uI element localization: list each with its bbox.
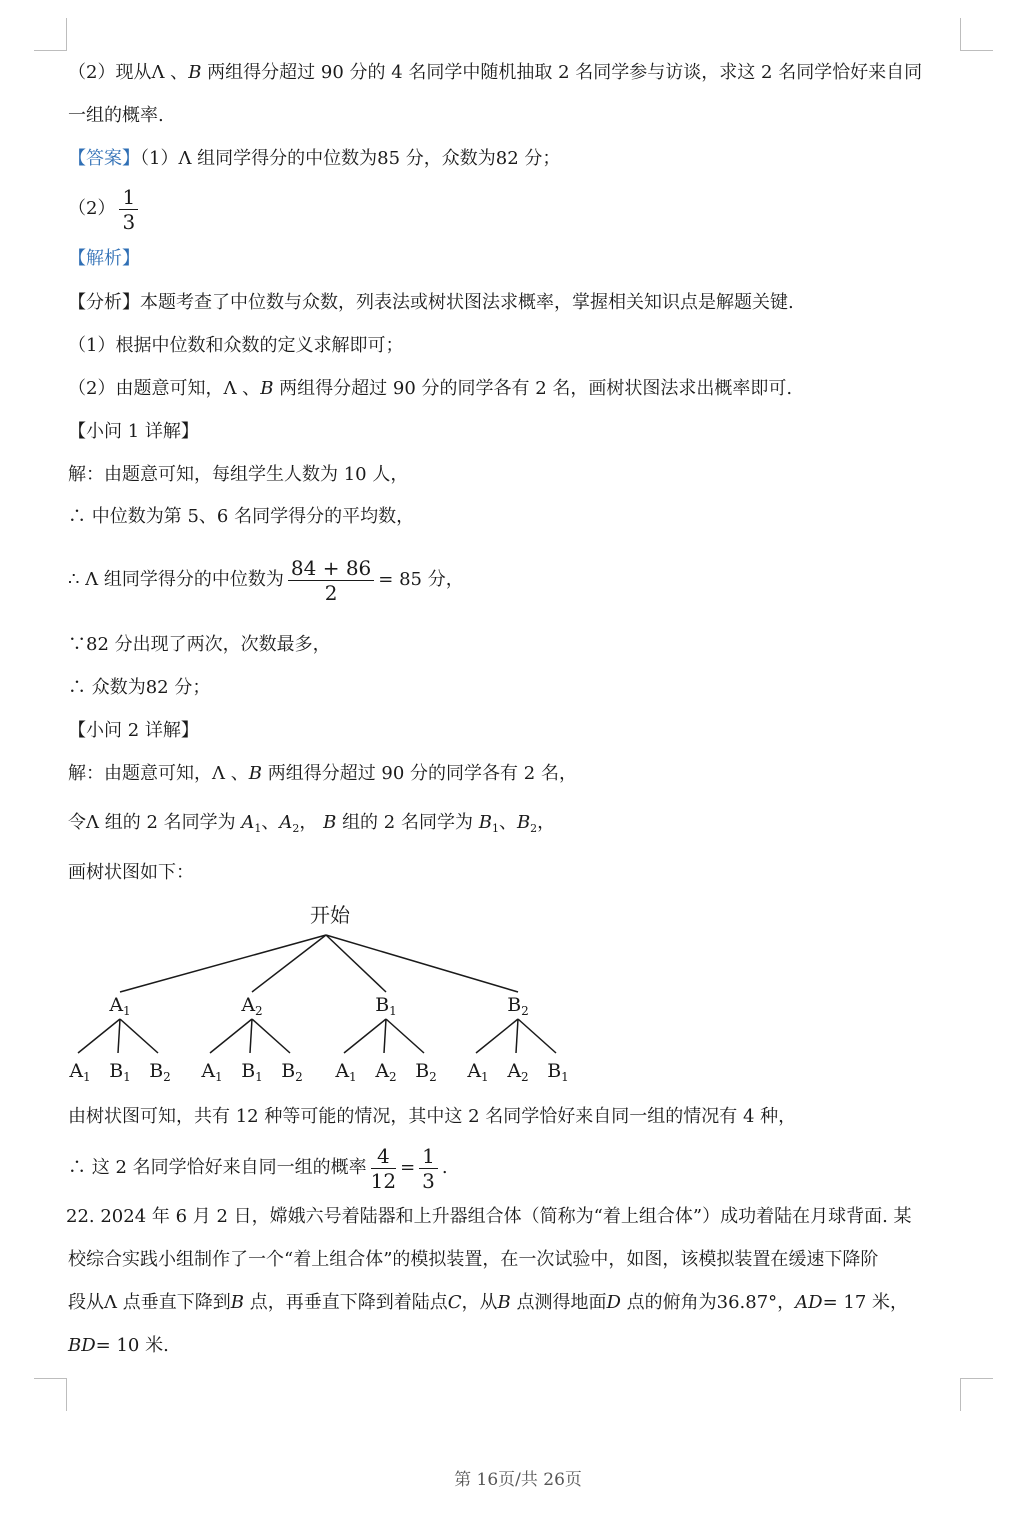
tree-leaf-node: $B_1$ bbox=[241, 1060, 263, 1084]
part-2-step-5: ∴ 这 2 名同学恰好来自同一组的概率 $\frac{4}{12}$ = $\frac{1}{3}$ . bbox=[68, 1143, 448, 1193]
question-22-line-1: 22. 2024 年 6 月 2 日，嫦娥六号着陆器和上升器组合体（简称为“着上组合体”）成功着陆在月球背面. 某 bbox=[66, 1206, 912, 1227]
tree-leaf-node: $B_1$ bbox=[109, 1060, 131, 1084]
probability-fraction-left: $\frac{4}{12}$ bbox=[370, 1143, 397, 1193]
tree-leaf-node: $A_1$ bbox=[201, 1060, 223, 1084]
tree-leaf-node: $B_2$ bbox=[149, 1060, 171, 1084]
part-2-step-2: 令Λ 组的 2 名同学为 $A_1$、$A_2$， B 组的 2 名同学为 $B_1$、$B_2$， bbox=[68, 812, 556, 835]
probability-fraction-right: $\frac{1}{3}$ bbox=[419, 1144, 438, 1193]
question-2-line-1: （2）现从Λ 、B 两组得分超过 90 分的 4 名同学中随机抽取 2 名同学参与访谈，求这 2 名同学恰好来自同 bbox=[68, 62, 923, 83]
part-2-header: 【小问 2 详解】 bbox=[68, 720, 199, 741]
question-22-line-3: 段从Λ 点垂直下降到B 点，再垂直下降到着陆点C，从B 点测得地面D 点的俯角为36.87°，AD= 17 米， bbox=[68, 1292, 909, 1313]
part-2-step-3: 画树状图如下： bbox=[68, 862, 194, 883]
tree-leaf-node: $A_1$ bbox=[335, 1060, 357, 1084]
tree-leaf-node: $A_2$ bbox=[507, 1060, 529, 1084]
corner-mark-top-right bbox=[960, 18, 993, 51]
part-1-step-2: ∴ 中位数为第 5、6 名同学得分的平均数， bbox=[68, 506, 415, 527]
probability-tree-diagram bbox=[60, 895, 580, 1095]
tree-level1-node: $B_1$ bbox=[375, 994, 397, 1018]
question-2-line-2: 一组的概率. bbox=[68, 105, 164, 126]
analysis-summary: 【分析】本题考查了中位数与众数，列表法或树状图法求概率，掌握相关知识点是解题关键. bbox=[68, 292, 794, 313]
tree-leaf-node: $B_2$ bbox=[281, 1060, 303, 1084]
tree-level1-node: $B_2$ bbox=[507, 994, 529, 1018]
tree-leaf-node: $A_1$ bbox=[467, 1060, 489, 1084]
corner-mark-bottom-right bbox=[960, 1378, 993, 1411]
median-fraction: $\frac{84 + 86}{2}$ bbox=[288, 556, 374, 605]
corner-mark-top-left bbox=[34, 18, 67, 51]
part-1-step-3: ∴ Λ 组同学得分的中位数为 $\frac{84 + 86}{2}$ = 85 分， bbox=[68, 555, 464, 605]
analysis-step-2: （2）由题意可知，Λ 、B 两组得分超过 90 分的同学各有 2 名，画树状图法求出概率即可. bbox=[68, 378, 793, 399]
tree-leaf-node: $A_2$ bbox=[375, 1060, 397, 1084]
tree-leaf-node: $B_1$ bbox=[547, 1060, 569, 1084]
answer-part-1: 【答案】（1）Λ 组同学得分的中位数为85 分，众数为82 分； bbox=[68, 148, 561, 169]
tree-root-label: 开始 bbox=[310, 903, 350, 927]
part-1-step-5: ∴ 众数为82 分； bbox=[68, 677, 211, 698]
question-22-line-2: 校综合实践小组制作了一个“着上组合体”的模拟装置，在一次试验中，如图，该模拟装置在缓速下降阶 bbox=[68, 1249, 879, 1270]
page-number-footer: 第 16页/共 26页 bbox=[454, 1470, 582, 1490]
tree-level1-node: $A_2$ bbox=[241, 994, 263, 1018]
part-2-step-1: 解：由题意可知，Λ 、B 两组得分超过 90 分的同学各有 2 名， bbox=[68, 763, 577, 784]
corner-mark-bottom-left bbox=[34, 1378, 67, 1411]
answer-tag: 【答案】 bbox=[68, 148, 140, 169]
tree-leaf-node: $B_2$ bbox=[415, 1060, 437, 1084]
analysis-step-1: （1）根据中位数和众数的定义求解即可； bbox=[68, 335, 404, 356]
question-22-line-4: BD= 10 米. bbox=[68, 1335, 169, 1356]
part-1-step-1: 解：由题意可知，每组学生人数为 10 人， bbox=[68, 464, 409, 485]
answer-part-2: （2） $\frac{1}{3}$ bbox=[68, 183, 142, 235]
analysis-tag: 【解析】 bbox=[68, 248, 140, 269]
part-1-header: 【小问 1 详解】 bbox=[68, 421, 199, 442]
part-1-step-4: ∵82 分出现了两次，次数最多， bbox=[68, 634, 331, 655]
part-2-step-4: 由树状图可知，共有 12 种等可能的情况，其中这 2 名同学恰好来自同一组的情况有 4 种， bbox=[68, 1106, 797, 1127]
tree-leaf-node: $A_1$ bbox=[69, 1060, 91, 1084]
tree-level1-node: $A_1$ bbox=[109, 994, 131, 1018]
answer-fraction: $\frac{1}{3}$ bbox=[119, 185, 138, 234]
